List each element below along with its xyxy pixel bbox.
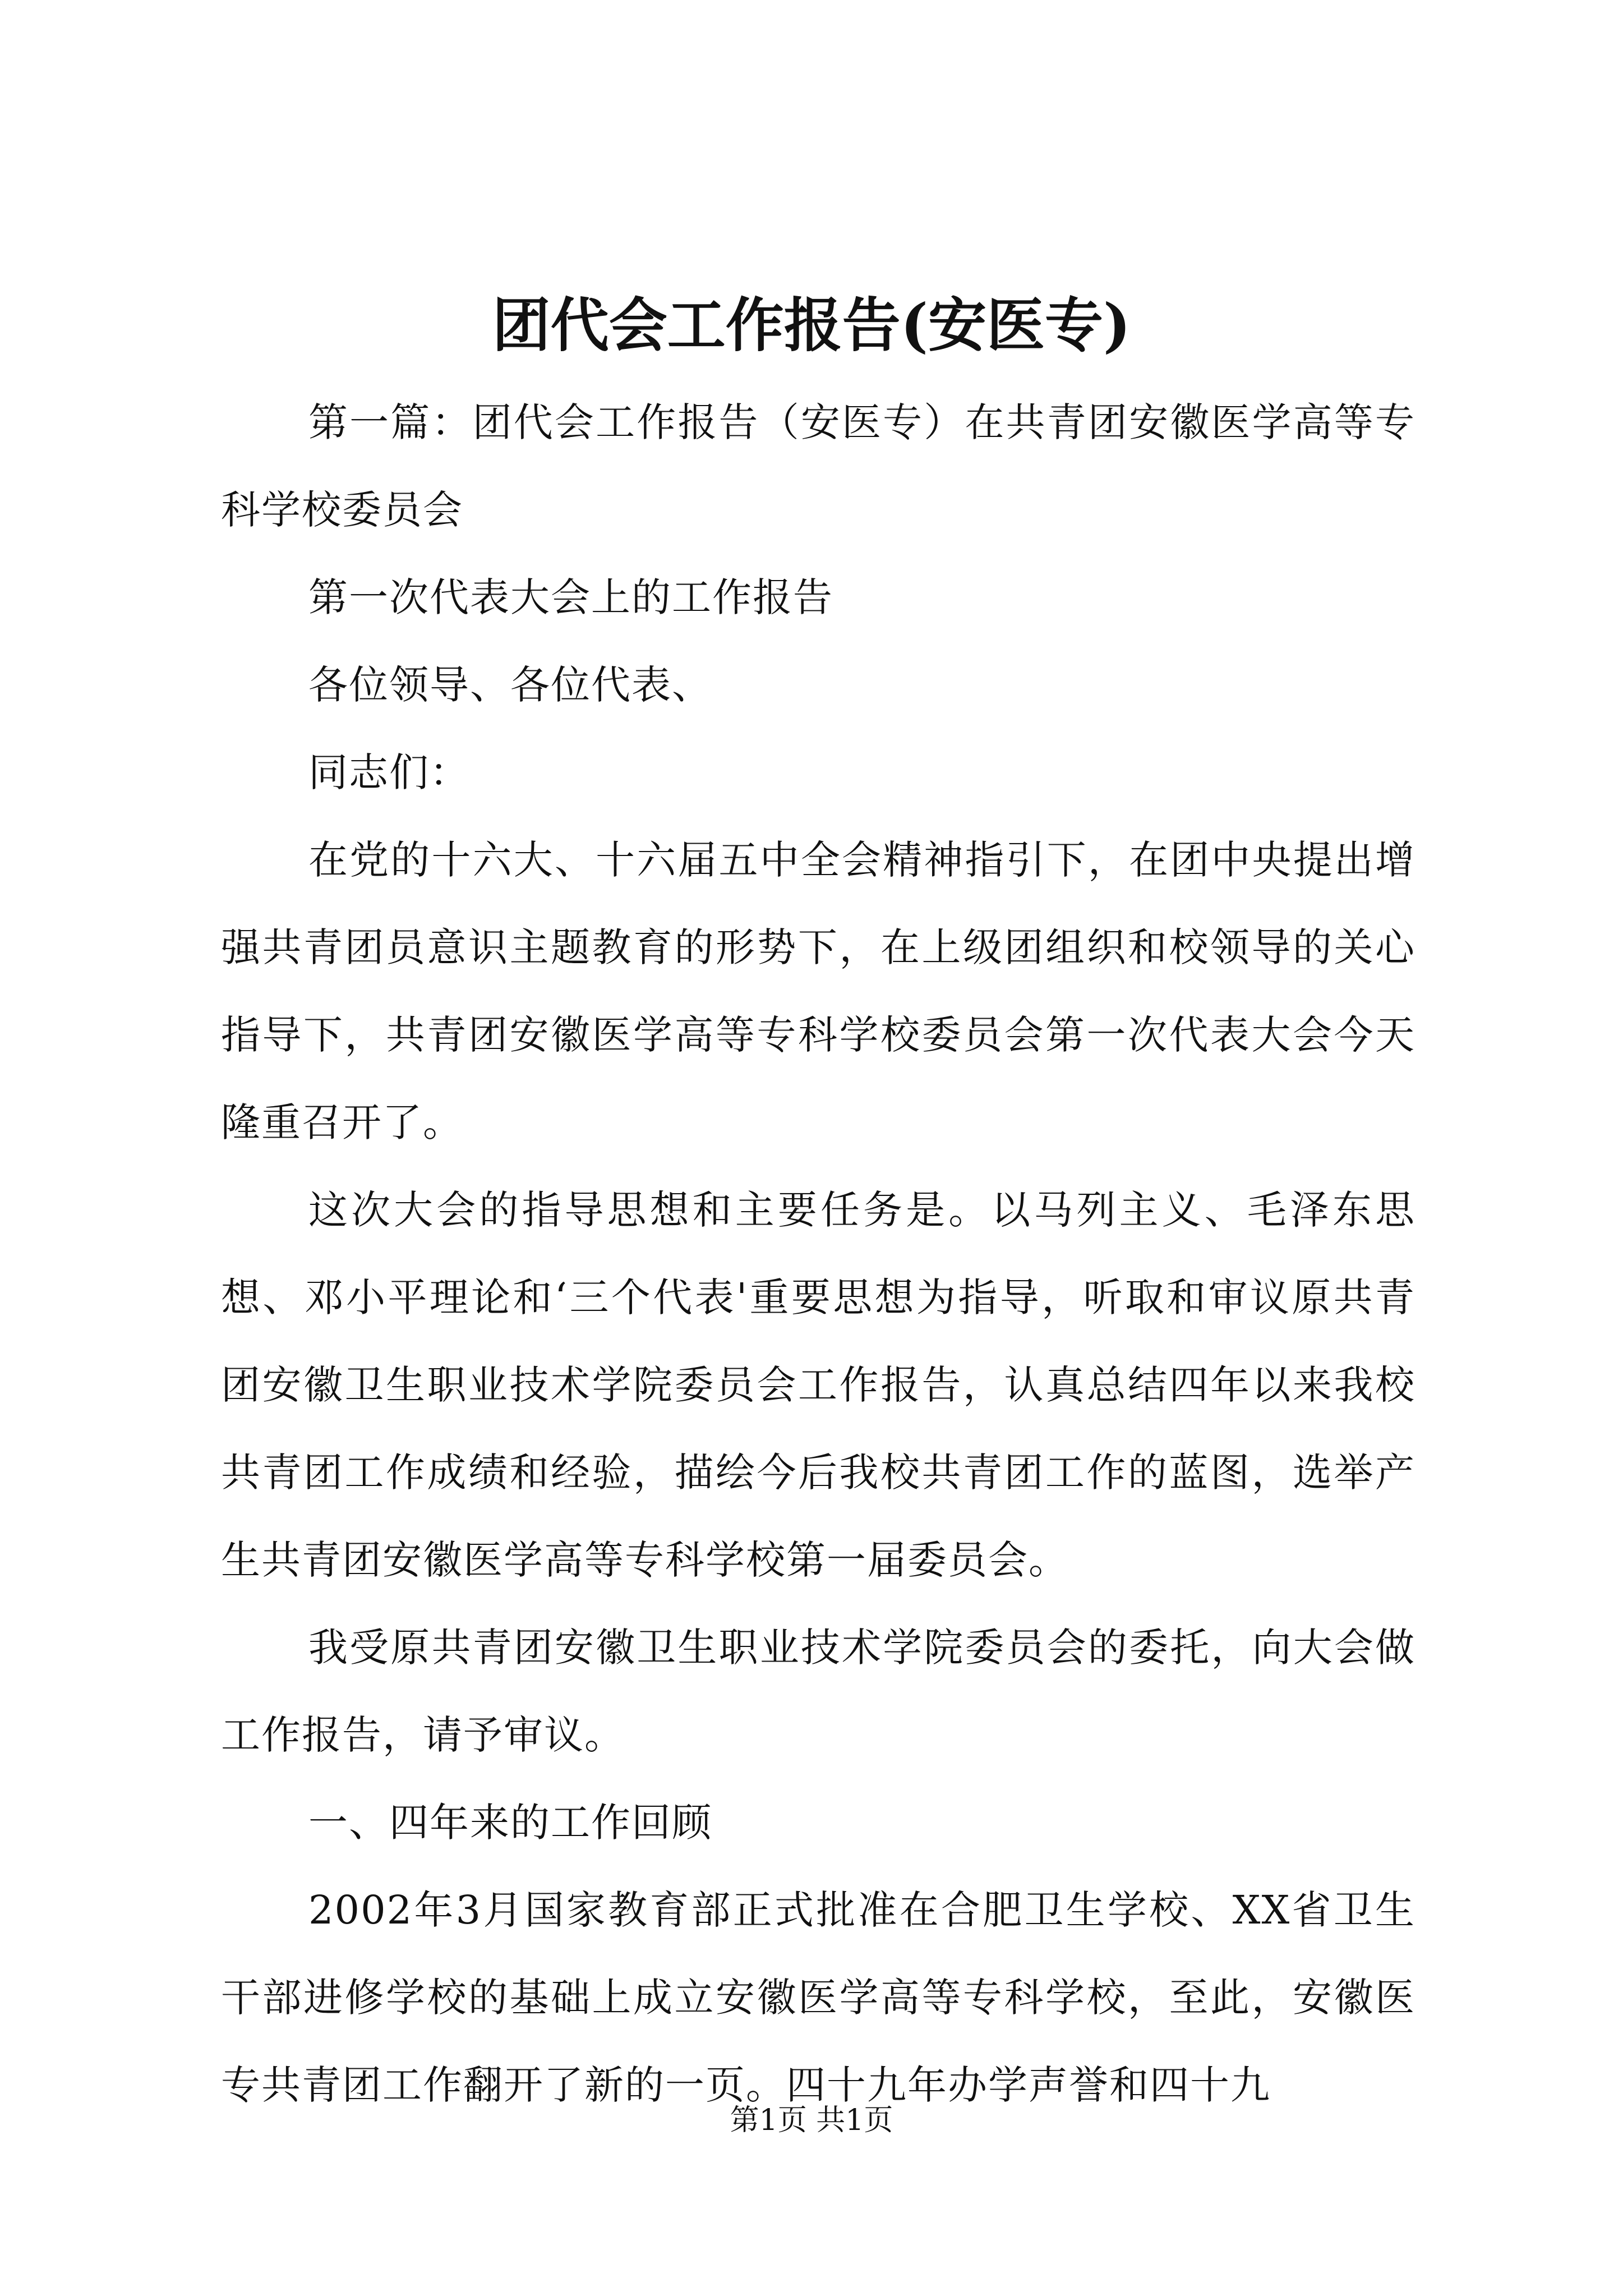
paragraph: 各位领导、各位代表、 [308, 662, 712, 708]
paragraph: 我受原共青团安徽卫生职业技术学院委员会的委托，向大会做工作报告，请予审议。 [221, 1625, 1415, 1758]
paragraph: 第一篇：团代会工作报告（安医专）在共青团安徽医学高等专科学校委员会 [221, 399, 1415, 533]
paragraph: 在党的十六大、十六届五中全会精神指引下，在团中央提出增强共青团员意识主题教育的形势下，在上级团组织和校领导的关心指导下，共青团安徽医学高等专科学校委员会第一次代表大会今天隆重召开了。 [221, 837, 1415, 1145]
document-title: 团代会工作报告(安医专) [492, 291, 1131, 360]
page-number-footer: 第1页 共1页 [730, 2104, 893, 2137]
paragraph: 同志们： [308, 749, 470, 795]
paragraph: 这次大会的指导思想和主要任务是。以马列主义、毛泽东思想、邓小平理论和‘三个代表'重要思想为指导，听取和审议原共青团安徽卫生职业技术学院委员会工作报告，认真总结四年以来我校共青团工作成绩和经验，描绘今后我校共青团工作的蓝图，选举产生共青团安徽医学高等专科学校第一届委员会。 [221, 1187, 1415, 1583]
paragraph: 2002年3月国家教育部正式批准在合肥卫生学校、XX省卫生干部进修学校的基础上成立安徽医学高等专科学校，至此，安徽医专共青团工作翻开了新的一页。四十九年办学声誉和四十九 [221, 1887, 1415, 2108]
section-heading: 一、四年来的工作回顾 [308, 1800, 712, 1846]
document-body [221, 379, 1415, 2129]
paragraph: 第一次代表大会上的工作报告 [308, 574, 833, 620]
